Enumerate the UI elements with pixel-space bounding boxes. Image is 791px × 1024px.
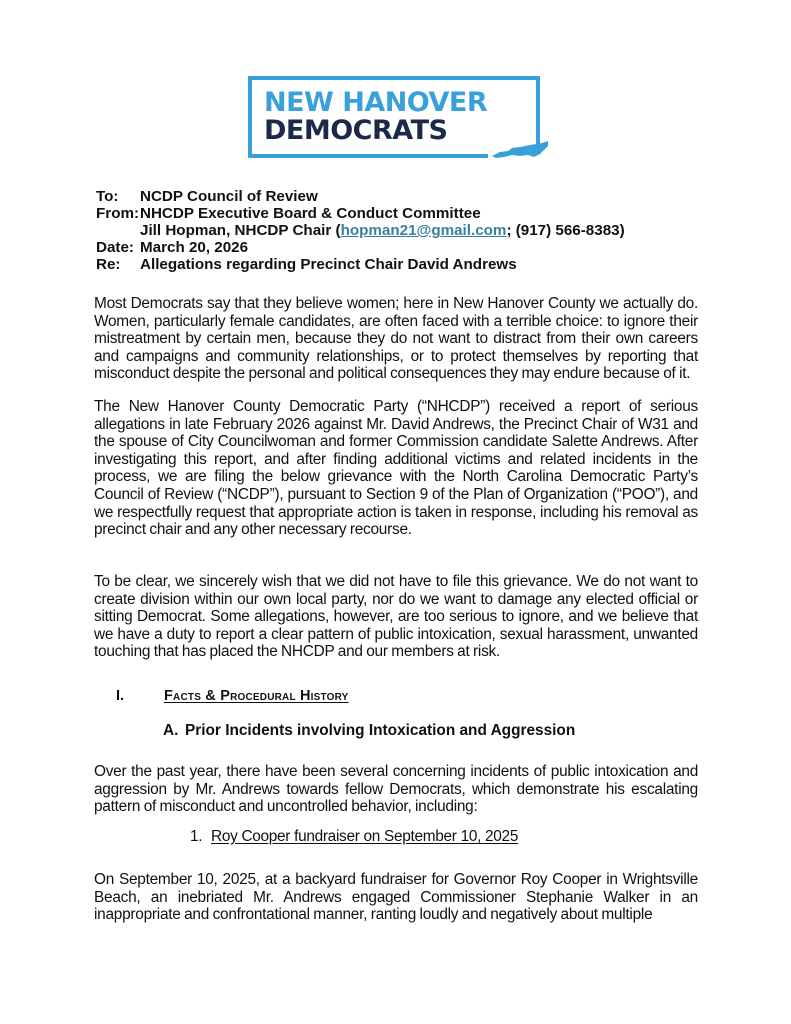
memo-re-value: Allegations regarding Precinct Chair David Andrews [140, 256, 517, 273]
list-item-title: Roy Cooper fundraiser on September 10, 2025 [211, 828, 519, 845]
list-item-number: 1. [190, 828, 203, 845]
memo-from-label: From: [96, 205, 140, 222]
memo-from-contact-prefix: Jill Hopman, NHCDP Chair ( [140, 222, 341, 239]
paragraph-fundraiser: On September 10, 2025, at a backyard fundraiser for Governor Roy Cooper in Wrightsville Beach, an inebriated Mr. Andrews engaged Commissioner Stephanie Walker in an inappropriate and confrontational manner, ranting loudly and negatively about multiple [94, 871, 698, 924]
memo-from-contact-suffix: ; (917) 566-8383) [506, 222, 625, 239]
paragraph-report: The New Hanover County Democratic Party (“NHCDP”) received a report of serious allegations in late February 2026 against Mr. David Andrews, the Precinct Chair of W31 and the spouse of City Councilwoman and former Commission candidate Salette Andrews. After investigating this report, and after finding additional victims and related incidents in the process, we are filing the below grievance with the North Carolina Democratic Party’s Council of Review (“NCDP”), pursuant to Section 9 of the Plan of Organization (“POO”), and we respectfully request that appropriate action is taken in response, including his removal as precinct chair and any other necessary recourse. [94, 398, 698, 539]
memo-re-row [96, 256, 625, 273]
memo-date-label: Date: [96, 239, 134, 256]
logo-line2: DEMOCRATS [264, 115, 448, 146]
section-heading [116, 688, 349, 704]
subsection-heading [163, 722, 575, 740]
memo-re-label: Re: [96, 256, 121, 273]
subsection-title: Prior Incidents involving Intoxication and Aggression [185, 722, 576, 739]
memo-date-row [96, 239, 625, 256]
section-number: I. [116, 688, 125, 704]
organization-logo [248, 76, 540, 158]
memo-to-label: To: [96, 188, 119, 205]
subsection-number: A. [163, 722, 179, 739]
email-link[interactable]: hopman21@gmail.com [340, 222, 507, 239]
logo-line1: NEW HANOVER [264, 87, 488, 118]
memo-from-value: NHCDP Executive Board & Conduct Committee [140, 205, 481, 222]
memo-date-value: March 20, 2026 [140, 239, 249, 256]
paragraph-incidents-intro: Over the past year, there have been several concerning incidents of public intoxication and aggression by Mr. Andrews towards fellow Democrats, which demonstrate his escalating pattern of misconduct and uncontrolled behavior, including: [94, 763, 698, 816]
north-carolina-map-icon [490, 138, 550, 160]
memo-header [96, 188, 625, 273]
memo-from-row [96, 205, 625, 222]
paragraph-clarification: To be clear, we sincerely wish that we did not have to file this grievance. We do not want to create division within our own local party, nor do we want to damage any elected official or sitting Democrat. Some allegations, however, are too serious to ignore, and we believe that we have a duty to report a clear pattern of public intoxication, sexual harassment, unwanted touching that has placed the NHCDP and our members at risk. [94, 573, 698, 661]
memo-to-row [96, 188, 625, 205]
list-item-heading [190, 828, 518, 846]
paragraph-intro: Most Democrats say that they believe women; here in New Hanover County we actually do. Women, particularly female candidates, are often faced with a terrible choice: to ignore their mistreatment by certain men, because they do not want to distract from their own careers and campaigns and community relationships, or to protect themselves by reporting that misconduct despite the personal and political consequences they may endure because of it. [94, 295, 698, 383]
memo-from-contact-row [96, 222, 625, 239]
section-title: Facts & Procedural History [164, 688, 349, 704]
memo-to-value: NCDP Council of Review [140, 188, 318, 205]
